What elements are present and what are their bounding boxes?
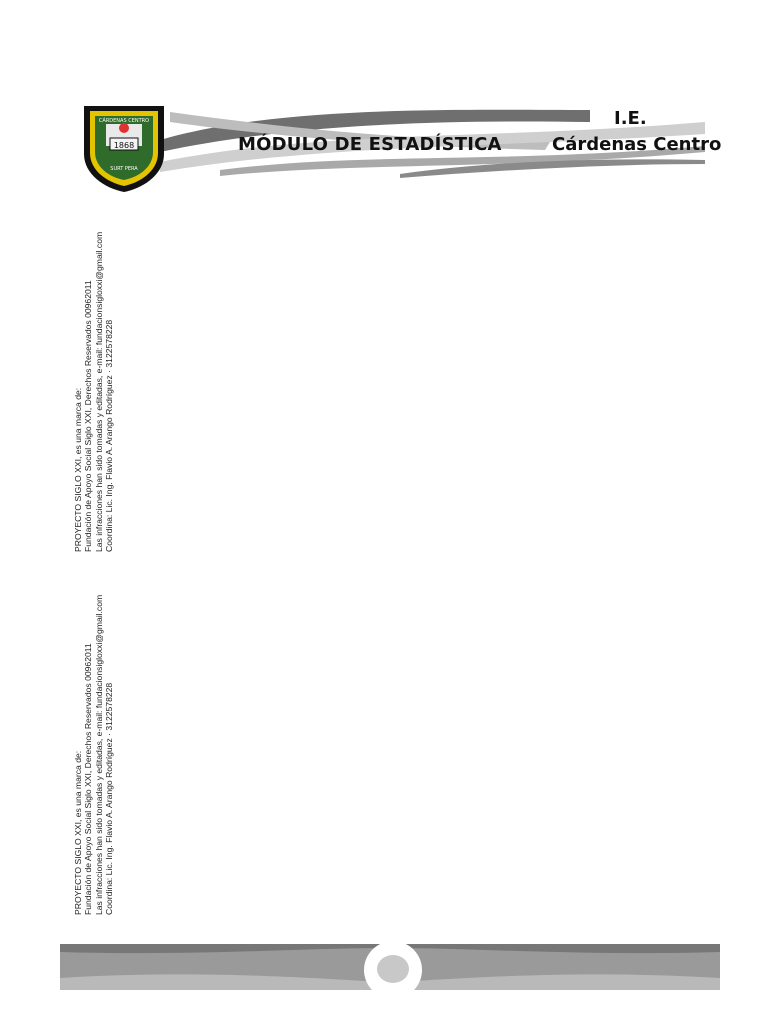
school-name: Cárdenas Centro	[552, 134, 722, 155]
logo-top-text: CÁRDENAS CENTRO	[98, 118, 150, 124]
logo-motto: SURT PERA	[110, 166, 138, 172]
page-footer-band	[60, 938, 720, 998]
side-note-line: Las infracciones han sido tomadas y editadas, e-mail: fundacionsigloxxi@gmail.com	[93, 231, 104, 552]
side-note-line: PROYECTO SIGLO XXI, es una marca de:	[73, 387, 83, 552]
school-ie-label: I.E.	[614, 108, 647, 129]
side-note-line: Fundación de Apoyo Social Siglo XXI, Derechos Reservados 00962011	[83, 643, 94, 915]
side-note-line: PROYECTO SIGLO XXI, es una marca de:	[73, 750, 83, 915]
footer-page-circle	[377, 955, 409, 983]
module-title: MÓDULO DE ESTADÍSTICA	[238, 134, 502, 155]
side-note-line: Fundación de Apoyo Social Siglo XXI, Derechos Reservados 00962011	[83, 280, 94, 552]
side-note-top	[73, 232, 115, 552]
side-note-line: Coordina: Lic. Ing. Flavio A. Arango Rodríguez · 3122578228	[104, 319, 115, 552]
side-note-line: Las infracciones han sido tomadas y editadas, e-mail: fundacionsigloxxi@gmail.com	[93, 594, 104, 915]
page-header	[0, 0, 768, 200]
logo-year: 1868	[113, 141, 135, 150]
school-crest-logo	[80, 102, 168, 194]
side-note-bottom	[73, 595, 115, 915]
side-note-line: Coordina: Lic. Ing. Flavio A. Arango Rodríguez · 3122578228	[104, 682, 115, 915]
